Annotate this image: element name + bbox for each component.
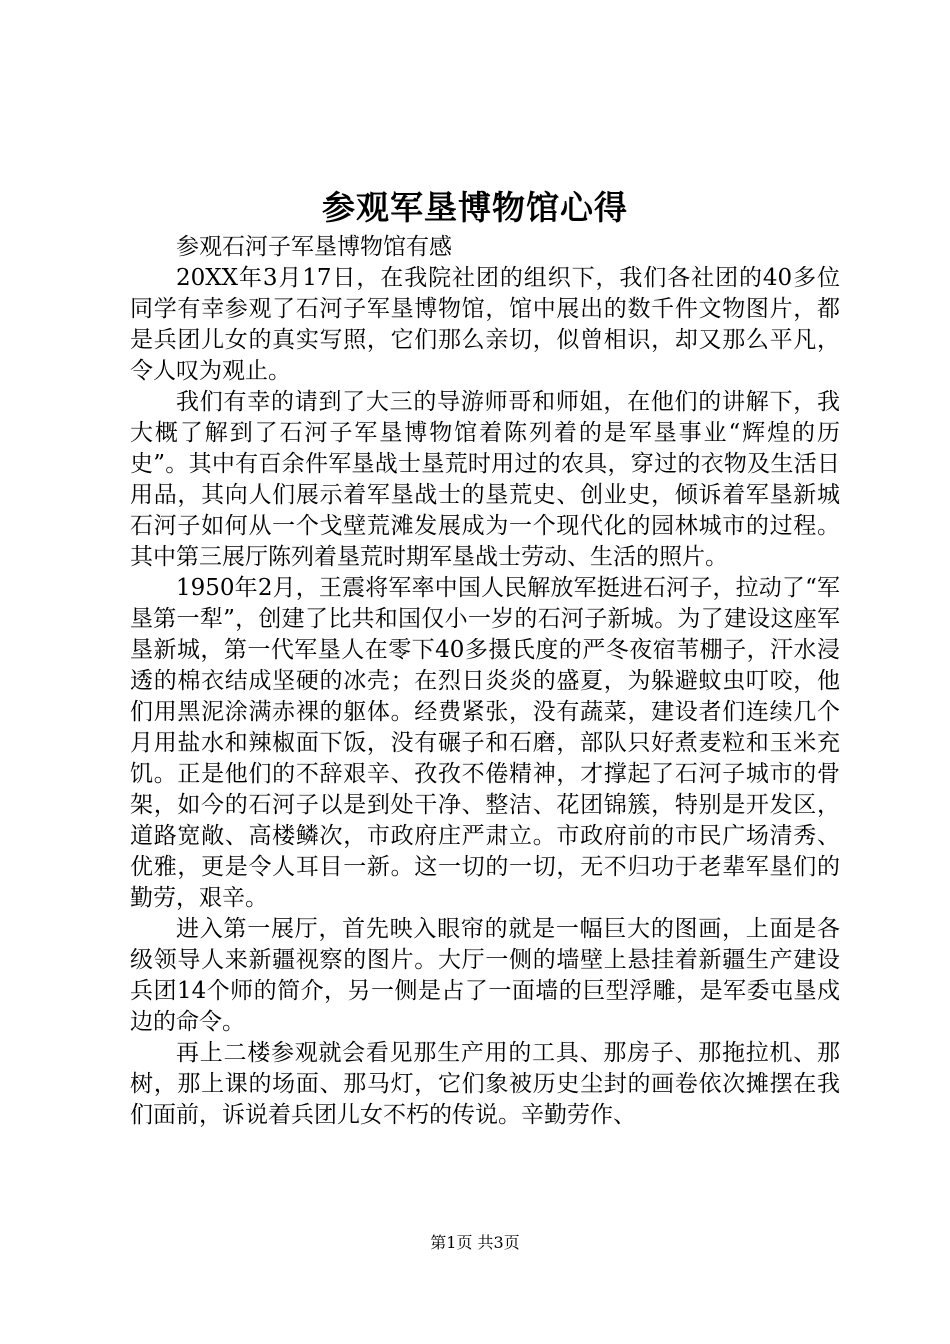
body-paragraph: 再上二楼参观就会看见那生产用的工具、那房子、那拖拉机、那树，那上课的场面、那马灯，它们象被历史尘封的画卷依次摊摆在我们面前，诉说着兵团儿女不朽的传说。辛勤劳作、	[130, 1040, 840, 1128]
body-paragraph: 20XX年3月17日，在我院社团的组织下，我们各社团的40多位同学有幸参观了石河子军垦博物馆，馆中展出的数千件文物图片，都是兵团儿女的真实写照，它们那么亲切，似曾相识，却又那么平凡，令人叹为观止。	[130, 265, 840, 384]
body-paragraph: 参观石河子军垦博物馆有感	[176, 234, 452, 260]
document-title: 参观军垦博物馆心得	[322, 188, 628, 227]
page-number-footer: 第1页 共3页	[430, 1233, 520, 1252]
body-paragraph: 1950年2月，王震将军率中国人民解放军挺进石河子，拉动了“军垦第一犁”，创建了比共和国仅小一岁的石河子新城。为了建设这座军垦新城，第一代军垦人在零下40多摄氏度的严冬夜宿苇棚子，汗水浸透的棉衣结成坚硬的冰壳；在烈日炎炎的盛夏，为躲避蚊虫叮咬，他们用黑泥涂满赤裸的躯体。经费紧张，没有蔬菜，建设者们连续几个月用盐水和辣椒面下饭，没有碾子和石磨，部队只好煮麦粒和玉米充饥。正是他们的不辞艰辛、孜孜不倦精神，才撑起了石河子城市的骨架，如今的石河子以是到处干净、整洁、花团锦簇，特别是开发区，道路宽敞、高楼鳞次，市政府庄严肃立。市政府前的市民广场清秀、优雅，更是令人耳目一新。这一切的一切，无不归功于老辈军垦们的勤劳，艰辛。	[130, 575, 840, 911]
body-paragraph: 我们有幸的请到了大三的导游师哥和师姐，在他们的讲解下，我大概了解到了石河子军垦博物馆着陈列着的是军垦事业“辉煌的历史”。其中有百余件军垦战士垦荒时用过的农具，穿过的衣物及生活日用品，其向人们展示着军垦战士的垦荒史、创业史，倾诉着军垦新城石河子如何从一个戈壁荒滩发展成为一个现代化的园林城市的过程。其中第三展厅陈列着垦荒时期军垦战士劳动、生活的照片。	[130, 389, 840, 570]
document-body	[130, 232, 840, 1131]
body-paragraph: 进入第一展厅，首先映入眼帘的就是一幅巨大的图画，上面是各级领导人来新疆视察的图片。大厅一侧的墙壁上悬挂着新疆生产建设兵团14个师的简介，另一侧是占了一面墙的巨型浮雕，是军委屯垦戍边的命令。	[130, 916, 840, 1035]
